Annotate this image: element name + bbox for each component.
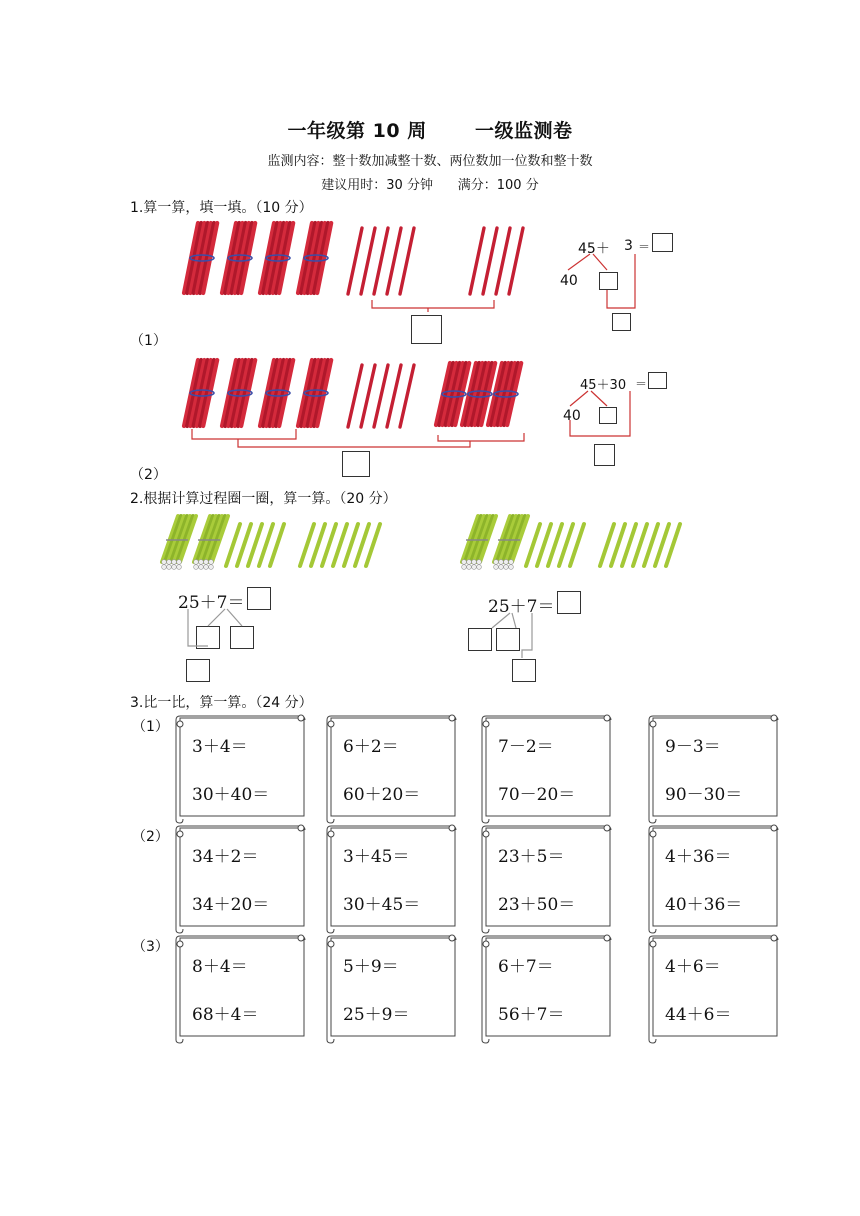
q2-right-expr: 25＋7＝ — [488, 597, 555, 617]
q3-row-label-2: （2） — [132, 829, 169, 845]
q1-part1-split: 40 — [560, 273, 578, 289]
q3-problem-large: 30＋45＝ — [343, 895, 421, 915]
q3-problem-small: 3＋4＝ — [192, 737, 248, 757]
scroll-frame — [478, 712, 614, 824]
q3-problem-large: 40＋36＝ — [665, 895, 743, 915]
red-stick-2 — [361, 228, 375, 294]
q1-part2-label: （2） — [130, 467, 167, 483]
red-stick-4 — [387, 228, 401, 294]
q3-row-label-3: （3） — [132, 939, 169, 955]
q1-part2-result-box[interactable] — [648, 372, 667, 389]
q3-problem-large: 23＋50＝ — [498, 895, 576, 915]
red-ten-bundle-2 — [222, 360, 255, 426]
q1-part1-expr-a: 45＋ — [578, 241, 610, 257]
title-right: 一级监测卷 — [474, 120, 573, 142]
q3-card — [323, 712, 459, 824]
q3-card — [645, 822, 781, 934]
q3-problem-large: 70－20＝ — [498, 785, 576, 805]
q3-problem-large: 68＋4＝ — [192, 1005, 259, 1025]
red-stick-6 — [470, 228, 484, 294]
q1-part2-split: 40 — [563, 408, 581, 424]
red-ten-bundle-1 — [184, 360, 217, 426]
green-single-sticks-1 — [526, 524, 584, 566]
q3-problem-small: 9－3＝ — [665, 737, 721, 757]
green-ten-bundle-1 — [162, 516, 196, 569]
scroll-frame — [478, 932, 614, 1044]
q3-problem-large: 44＋6＝ — [665, 1005, 732, 1025]
q3-problem-large: 90－30＝ — [665, 785, 743, 805]
page-title — [0, 116, 860, 143]
red-stick-3 — [374, 365, 388, 427]
green-single-sticks-2 — [300, 524, 380, 566]
q3-card — [323, 932, 459, 1044]
q3-problem-large: 34＋20＝ — [192, 895, 270, 915]
red-stick-8 — [496, 228, 510, 294]
q2-sticks-illustration-right — [458, 514, 688, 574]
q1-answer-box-2[interactable] — [342, 451, 370, 477]
q3-row-label-1: （1） — [132, 719, 169, 735]
q3-card — [172, 712, 308, 824]
q3-heading: 3.比一比，算一算。（24 分） — [130, 695, 313, 711]
scroll-frame — [323, 712, 459, 824]
red-stick-9 — [509, 228, 523, 294]
q2-left-lines — [180, 606, 250, 666]
content-line: 监测内容：整十数加减整十数、两位数加一位数和整十数 — [267, 154, 593, 169]
red-stick-5 — [400, 365, 414, 427]
q1-answer-box-1[interactable] — [411, 315, 442, 344]
q3-card — [478, 822, 614, 934]
red-ten-bundle-2 — [222, 223, 255, 293]
q2-left-expr: 25＋7＝ — [178, 593, 245, 613]
q3-problem-small: 4＋36＝ — [665, 847, 732, 867]
green-ten-bundle-1 — [462, 516, 496, 569]
q3-problem-small: 6＋7＝ — [498, 957, 554, 977]
q2-left-result-box[interactable] — [247, 587, 271, 610]
q1-part2-expr: 45＋30 — [580, 378, 627, 393]
q1-part1-eq: ＝ — [638, 240, 651, 254]
scroll-frame — [172, 822, 308, 934]
green-single-sticks-2 — [600, 524, 680, 566]
q1-part1-label: （1） — [130, 333, 167, 349]
q3-problem-small: 4＋6＝ — [665, 957, 721, 977]
scroll-frame — [478, 822, 614, 934]
q1-part1-result-box[interactable] — [652, 233, 673, 252]
q3-problem-small: 34＋2＝ — [192, 847, 259, 867]
q1-part1-lines — [555, 250, 645, 320]
red-ten-bundle-3 — [260, 360, 293, 426]
q1-part2-eq: ＝ — [635, 377, 648, 391]
q1-sticks-illustration-1 — [170, 220, 540, 345]
scroll-frame — [172, 932, 308, 1044]
red-stick-7 — [483, 228, 497, 294]
q3-problem-small: 23＋5＝ — [498, 847, 565, 867]
q2-heading: 2.根据计算过程圈一圈，算一算。（20 分） — [130, 491, 397, 507]
title-left: 一年级第 10 周 — [287, 120, 427, 142]
red-ten-bundle-4 — [298, 223, 331, 293]
scroll-frame — [172, 712, 308, 824]
q3-card — [645, 932, 781, 1044]
red-stick-2 — [361, 365, 375, 427]
q3-card — [478, 712, 614, 824]
q2-right-result-box[interactable] — [557, 591, 581, 614]
red-stick-1 — [348, 228, 362, 294]
red-stick-3 — [374, 228, 388, 294]
red-stick-1 — [348, 365, 362, 427]
q3-card — [478, 932, 614, 1044]
q3-problem-small: 8＋4＝ — [192, 957, 248, 977]
red-stick-5 — [400, 228, 414, 294]
q3-card — [645, 712, 781, 824]
green-ten-bundle-2 — [194, 516, 228, 569]
q3-problem-large: 60＋20＝ — [343, 785, 421, 805]
time-line: 建议用时：30 分钟 满分：100 分 — [321, 178, 539, 193]
q3-problem-small: 7－2＝ — [498, 737, 554, 757]
q2-sticks-illustration-left — [158, 514, 388, 574]
q1-heading: 1.算一算，填一填。（10 分） — [130, 200, 313, 216]
q3-card — [172, 822, 308, 934]
green-single-sticks-1 — [226, 524, 284, 566]
q3-problem-large: 56＋7＝ — [498, 1005, 565, 1025]
red-ten-bundle-1 — [184, 223, 217, 293]
q3-problem-small: 3＋45＝ — [343, 847, 410, 867]
scroll-frame — [323, 822, 459, 934]
q3-card — [323, 822, 459, 934]
red-stick-4 — [387, 365, 401, 427]
q3-problem-small: 6＋2＝ — [343, 737, 399, 757]
red-ten-bundle-4 — [298, 360, 331, 426]
q1-part2-lines — [555, 388, 645, 448]
q1-part1-expr-b: 3 — [624, 238, 633, 254]
scroll-frame — [645, 932, 781, 1044]
scroll-frame — [323, 932, 459, 1044]
q3-problem-large: 25＋9＝ — [343, 1005, 410, 1025]
red-ten-bundle-3 — [260, 223, 293, 293]
scroll-frame — [645, 822, 781, 934]
q2-right-lines — [470, 610, 550, 670]
green-ten-bundle-2 — [494, 516, 528, 569]
q3-problem-small: 5＋9＝ — [343, 957, 399, 977]
scroll-frame — [645, 712, 781, 824]
q1-sticks-illustration-2 — [170, 355, 540, 455]
q3-problem-large: 30＋40＝ — [192, 785, 270, 805]
q3-card — [172, 932, 308, 1044]
